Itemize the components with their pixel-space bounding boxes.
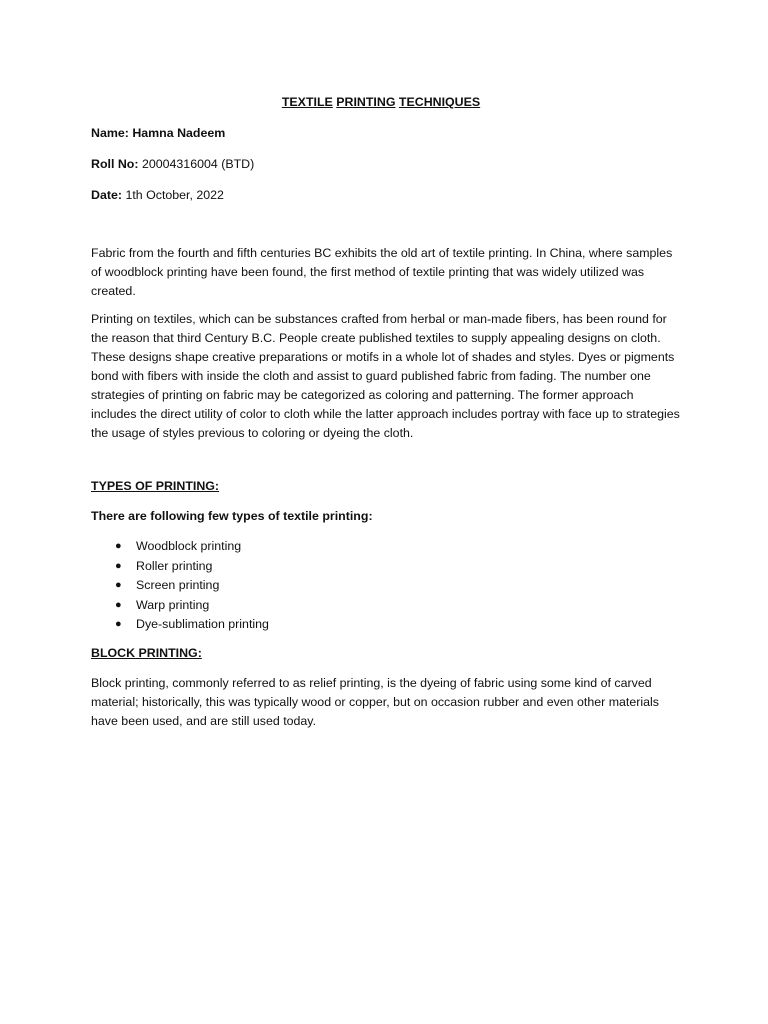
list-item-label: Screen printing [136, 578, 220, 592]
intro-paragraph-1: Fabric from the fourth and fifth centuries BC exhibits the old art of textile printing. In China, where samples of woodblock printing have been found, the first method of textile printing that was widely utilized was created. [91, 246, 673, 298]
list-item-label: Woodblock printing [136, 539, 242, 553]
bullet-icon: ● [115, 540, 122, 552]
types-heading: TYPES OF PRINTING: [91, 479, 220, 493]
meta-roll [91, 155, 681, 174]
list-item [91, 537, 681, 557]
list-item-label: Warp printing [136, 597, 210, 612]
list-item-label: Roller printing [136, 558, 213, 573]
meta-date-label: Date: [91, 188, 122, 202]
document-body [91, 93, 681, 731]
title-word-2: PRINTING [336, 95, 396, 109]
meta-date-value: 1th October, 2022 [125, 188, 224, 202]
title-word-1: TEXTILE [281, 95, 333, 109]
list-item [91, 615, 681, 635]
list-item [91, 596, 681, 616]
block-printing-heading: BLOCK PRINTING: [91, 645, 202, 660]
meta-roll-label: Roll No: [91, 157, 139, 171]
meta-date [91, 186, 681, 205]
document-title [91, 93, 671, 112]
types-list [91, 537, 681, 635]
meta-name-value: Hamna Nadeem [132, 126, 226, 140]
meta-name [91, 124, 681, 143]
list-item [91, 576, 681, 596]
list-item [91, 557, 681, 577]
bullet-icon: ● [115, 598, 122, 611]
meta-name-label: Name: [91, 126, 129, 140]
meta-roll-value: 20004316004 (BTD) [141, 157, 255, 171]
intro-paragraph-2: Printing on textiles, which can be substances crafted from herbal or man-made fibers, has been round for the reason that third Century B.C. People create published textiles to supply appealing designs on cloth. These designs shape creative preparations or motifs in a whole lot of shades and styles. Dyes or pigments bond with fibers with inside the cloth and assist to guard published fabric from fading. The number one strategies of printing on fabric may be categorized as coloring and patterning. The former approach includes the direct utility of color to cloth while the latter approach includes portray with face up to strategies the usage of styles previous to coloring or dyeing the cloth. [91, 312, 680, 440]
title-word-3: TECHNIQUES [398, 95, 481, 109]
bullet-icon: ● [115, 618, 122, 630]
block-printing-paragraph: Block printing, commonly referred to as relief printing, is the dyeing of fabric using some kind of carved material; historically, this was typically wood or copper, but on occasion rubber and even other materials have been used, and are still used today. [91, 675, 659, 728]
bullet-icon: ● [115, 559, 122, 572]
bullet-icon: ● [115, 579, 122, 591]
list-item-label: Dye-sublimation printing [136, 617, 269, 631]
types-intro: There are following few types of textile printing: [91, 509, 373, 523]
